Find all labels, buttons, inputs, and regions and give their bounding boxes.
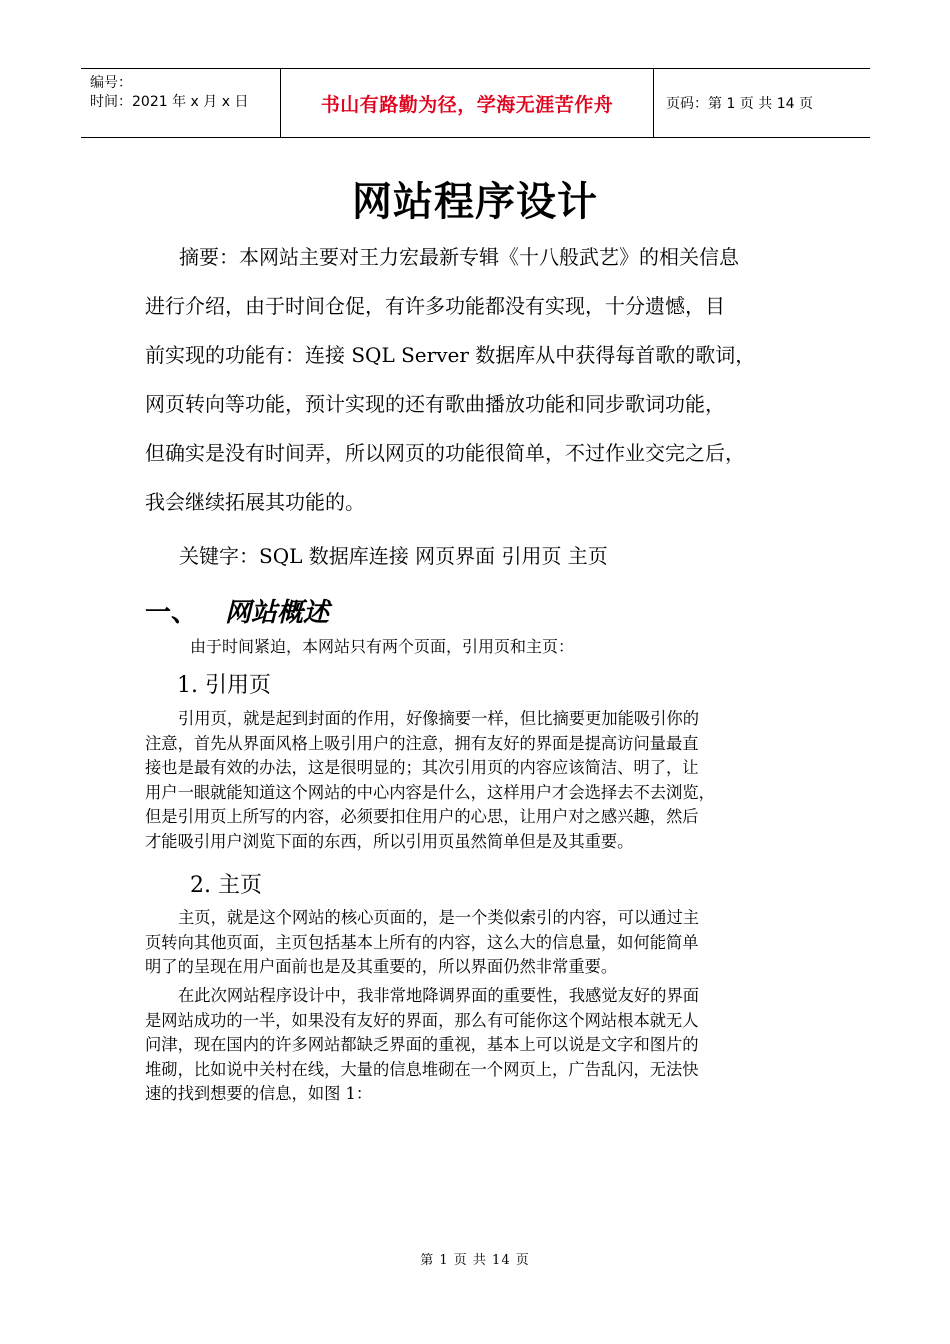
abstract-line: 但确实是没有时间弄，所以网页的功能很简单，不过作业交完之后， <box>145 441 745 465</box>
paragraph-line: 问津，现在国内的许多网站都缺乏界面的重视，基本上可以说是文字和图片的 <box>145 1035 699 1054</box>
keywords <box>145 532 825 581</box>
section-intro: 由于时间紧迫，本网站只有两个页面，引用页和主页： <box>190 637 575 656</box>
serial-label: 编号： <box>90 75 132 91</box>
paragraph-line: 速的找到想要的信息，如图 1： <box>145 1084 373 1103</box>
header-page-cell <box>654 69 870 137</box>
paragraph-line: 注意，首先从界面风格上吸引用户的注意，拥有友好的界面是提高访问量最直 <box>145 733 699 753</box>
abstract-line: 我会继续拓展其功能的。 <box>145 490 365 514</box>
paragraph-line: 堆砌，比如说中关村在线，大量的信息堆砌在一个网页上，广告乱闪，无法快 <box>145 1059 699 1079</box>
paragraph-line: 接也是最有效的办法，这是很明显的；其次引用页的内容应该简洁、明了，让 <box>145 758 699 777</box>
paragraph-line: 引用页，就是起到封面的作用，好像摘要一样，但比摘要更加能吸引你的 <box>178 709 700 728</box>
section-heading <box>145 592 329 629</box>
paragraph-line: 在此次网站程序设计中，我非常地降调界面的重要性，我感觉友好的界面 <box>178 986 700 1005</box>
section-number: 一、 <box>145 598 198 628</box>
page-info: 页码：第 1 页 共 14 页 <box>666 96 813 112</box>
paragraph-line: 但是引用页上所写的内容，必须要扣住用户的心思，让用户对之感兴趣，然后 <box>145 807 699 826</box>
paragraph-line: 页转向其他页面，主页包括基本上所有的内容，这么大的信息量，如何能简单 <box>145 932 699 952</box>
paragraph-quote-page <box>145 707 807 854</box>
abstract-line: 前实现的功能有：连接 SQL Server 数据库从中获得每首歌的歌词， <box>145 343 756 367</box>
paragraph-line: 明了的呈现在用户面前也是及其重要的，所以界面仍然非常重要。 <box>145 957 618 976</box>
time-label: 时间：2021 年 x 月 x 日 <box>90 94 249 110</box>
subsection-heading-1: 1. 引用页 <box>177 673 271 698</box>
abstract-line: 摘要：本网站主要对王力宏最新专辑《十八般武艺》的相关信息 <box>179 245 739 269</box>
header-left-cell <box>81 69 281 137</box>
abstract-line: 网页转向等功能，预计实现的还有歌曲播放功能和同步歌词功能， <box>145 392 725 416</box>
paragraph-home-page <box>145 906 807 980</box>
subsection-heading-2: 2. 主页 <box>190 873 262 898</box>
abstract-line: 进行介绍，由于时间仓促，有许多功能都没有实现，十分遗憾，目 <box>145 294 725 318</box>
header-motto-cell <box>281 69 654 137</box>
paragraph-line: 主页，就是这个网站的核心页面的，是一个类似索引的内容，可以通过主 <box>178 908 700 927</box>
header-table <box>81 68 870 138</box>
paragraph-line: 是网站成功的一半，如果没有友好的界面，那么有可能你这个网站根本就无人 <box>145 1010 699 1030</box>
page-footer: 第 1 页 共 14 页 <box>420 1253 530 1268</box>
section-title: 网站概述 <box>225 598 330 628</box>
paragraph-design <box>145 984 807 1107</box>
keywords-line: 关键字：SQL 数据库连接 网页界面 引用页 主页 <box>179 544 608 568</box>
abstract <box>145 233 825 527</box>
document-title: 网站程序设计 <box>352 179 598 225</box>
paragraph-line: 用户一眼就能知道这个网站的中心内容是什么，这样用户才会选择去不去浏览， <box>145 782 715 802</box>
motto: 书山有路勤为径，学海无涯苦作舟 <box>320 93 614 116</box>
paragraph-line: 才能吸引用户浏览下面的东西，所以引用页虽然简单但是及其重要。 <box>145 831 634 851</box>
